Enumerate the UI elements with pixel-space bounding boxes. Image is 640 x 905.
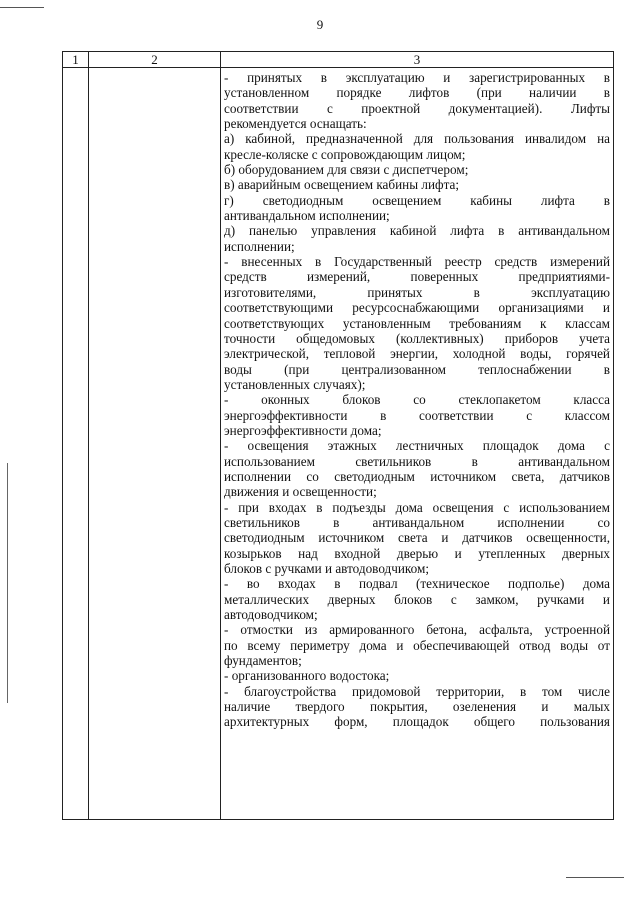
text-line: рекомендуется оснащать: bbox=[224, 116, 367, 132]
column-header-1: 1 bbox=[63, 52, 89, 68]
text-line: исполнении со светодиодным источником света, датчиков bbox=[224, 468, 610, 484]
requirements-text bbox=[224, 70, 610, 730]
text-line: исполнении; bbox=[224, 238, 295, 254]
text-line: движения и освещенности; bbox=[224, 484, 377, 500]
text-line: соответствии с проектной документацией). Лифты bbox=[224, 100, 610, 116]
text-line: установленном порядке лифтов (при наличии в bbox=[224, 85, 610, 101]
cell-column-2 bbox=[89, 68, 221, 820]
footer-mark bbox=[566, 877, 624, 878]
text-line: соответствующими ресурсоснабжающими организациями и bbox=[224, 300, 610, 316]
text-line: - отмостки из армированного бетона, асфальта, устроенной bbox=[224, 622, 610, 638]
text-line: средств измерений, поверенных предприятиями- bbox=[224, 269, 610, 285]
corner-mark bbox=[0, 7, 44, 8]
text-line: б) оборудованием для связи с диспетчером; bbox=[224, 162, 469, 178]
text-line: г) светодиодным освещением кабины лифта в bbox=[224, 192, 610, 208]
text-line: д) панелью управления кабиной лифта в антивандальном bbox=[224, 223, 610, 239]
text-line: - благоустройства придомовой территории, в том числе bbox=[224, 683, 610, 699]
text-line: кресле-коляске с сопровождающим лицом; bbox=[224, 146, 466, 162]
text-line: по всему периметру дома и обеспечивающей отвод воды от bbox=[224, 637, 610, 653]
text-line: наличие твердого покрытия, озеленения и малых bbox=[224, 699, 610, 715]
header-row bbox=[63, 52, 614, 68]
text-line: - при входах в подъезды дома освещения с использованием bbox=[224, 499, 610, 515]
text-line: фундаментов; bbox=[224, 653, 302, 669]
text-line: светодиодным источником света и датчиков освещенности, bbox=[224, 530, 610, 546]
text-line: энергоэффективности в соответствии с классом bbox=[224, 407, 610, 423]
text-line: точности общедомовых (коллективных) приборов учета bbox=[224, 330, 610, 346]
text-line: воды (при централизованном теплоснабжении в bbox=[224, 361, 610, 377]
text-line: козырьков над входной дверью и утепленных дверных bbox=[224, 545, 610, 561]
text-line: - освещения этажных лестничных площадок дома с bbox=[224, 438, 610, 454]
text-line: - во входах в подвал (техническое подполье) дома bbox=[224, 576, 610, 592]
text-line: металлических дверных блоков с замком, ручками и bbox=[224, 591, 610, 607]
text-line: соответствующих установленным требованиям к классам bbox=[224, 315, 610, 331]
text-line: архитектурных форм, площадок общего пользования bbox=[224, 714, 610, 730]
requirements-table bbox=[62, 51, 614, 820]
text-line: использованием светильников в антивандальном bbox=[224, 453, 610, 469]
text-line: автодоводчиком; bbox=[224, 607, 318, 623]
text-line: антивандальном исполнении; bbox=[224, 208, 390, 224]
text-line: а) кабиной, предназначенной для пользования инвалидом на bbox=[224, 131, 610, 147]
margin-line bbox=[7, 463, 8, 703]
text-line: изготовителями, принятых в эксплуатацию bbox=[224, 284, 610, 300]
table-row bbox=[63, 68, 614, 820]
page-number: 9 bbox=[316, 17, 324, 32]
cell-column-1 bbox=[63, 68, 89, 820]
text-line: электрической, тепловой энергии, холодной воды, горячей bbox=[224, 346, 610, 362]
text-line: - принятых в эксплуатацию и зарегистрированных в bbox=[224, 70, 610, 85]
text-line: - внесенных в Государственный реестр средств измерений bbox=[224, 254, 610, 270]
column-header-2: 2 bbox=[89, 52, 221, 68]
table-header bbox=[63, 52, 614, 68]
text-line: - оконных блоков со стеклопакетом класса bbox=[224, 392, 610, 408]
text-line: энергоэффективности дома; bbox=[224, 422, 382, 438]
text-line: блоков с ручками и автодоводчиком; bbox=[224, 561, 430, 576]
text-line: светильников в антивандальном исполнении со bbox=[224, 514, 610, 530]
column-header-3: 3 bbox=[221, 52, 614, 68]
text-line: установленных случаях); bbox=[224, 376, 366, 392]
cell-column-3 bbox=[221, 68, 614, 820]
text-line: в) аварийным освещением кабины лифта; bbox=[224, 177, 460, 193]
text-line: - организованного водостока; bbox=[224, 668, 390, 684]
